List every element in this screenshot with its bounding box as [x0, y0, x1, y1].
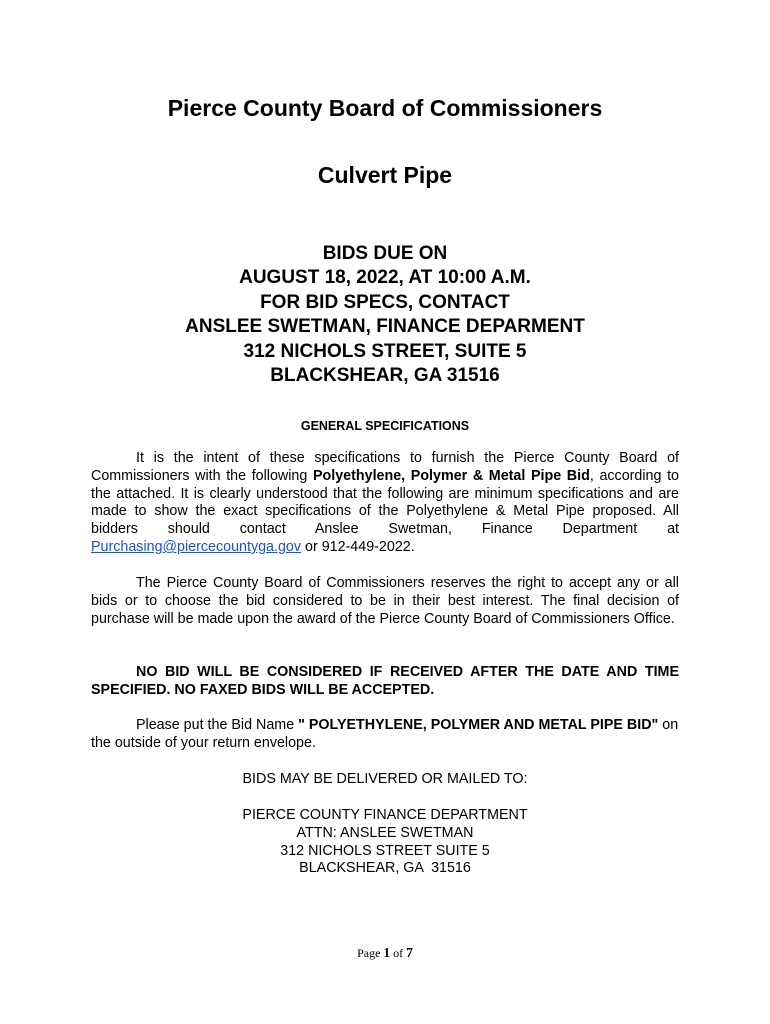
- intent-text-2: , according to the attached. It is clearly understood that the following are minimum specifications and are made to show the exact specifications of the Polyethylene & Metal Pipe proposed. All bidders should contact Anslee Swetman, Finance Department at: [91, 467, 679, 538]
- address-department-line: PIERCE COUNTY FINANCE DEPARTMENT: [242, 807, 528, 823]
- contact-name-line: ANSLEE SWETMAN, FINANCE DEPARMENT: [185, 316, 585, 338]
- mailing-address-block: [0, 807, 770, 878]
- contact-city-line: BLACKSHEAR, GA 31516: [270, 365, 500, 387]
- no-bid-warning-paragraph: [91, 664, 679, 700]
- bid-name-text-1: Please put the Bid Name: [136, 717, 299, 733]
- bids-due-block: [0, 242, 770, 388]
- page-footer: [0, 945, 770, 961]
- general-specifications-heading: GENERAL SPECIFICATIONS: [300, 419, 470, 433]
- intent-paragraph: [91, 450, 679, 557]
- bids-due-line: BIDS DUE ON: [322, 243, 448, 264]
- intent-bid-name: Polyethylene, Polymer & Metal Pipe Bid: [312, 467, 590, 484]
- bid-name-text-2: on the outside of your return envelope.: [91, 717, 679, 751]
- document-subtitle: Culvert Pipe: [317, 162, 453, 188]
- delivery-instruction: BIDS MAY BE DELIVERED OR MAILED TO:: [242, 771, 528, 787]
- of-word: of: [393, 946, 404, 960]
- intent-text-3: or 912-449-2022.: [301, 538, 415, 555]
- address-street-line: 312 NICHOLS STREET SUITE 5: [280, 842, 490, 859]
- bid-name-instruction-paragraph: [91, 717, 679, 753]
- bids-due-date-line: AUGUST 18, 2022, AT 10:00 A.M.: [239, 267, 531, 289]
- bid-specs-contact-line: FOR BID SPECS, CONTACT: [260, 291, 510, 313]
- bid-name-bold: " POLYETHYLENE, POLYMER AND METAL PIPE BID": [298, 717, 659, 733]
- reserves-right-text: The Pierce County Board of Commissioners reserves the right to accept any or all bids or to choose the bid considered to be in their best interest. The final decision of purchase will be made upon the award of the Pierce County Board of Commissioners Office.: [91, 575, 679, 627]
- page-number: 1: [383, 945, 391, 960]
- page-word: Page: [357, 946, 381, 960]
- reserves-right-paragraph: [91, 575, 679, 628]
- contact-street-line: 312 NICHOLS STREET, SUITE 5: [243, 340, 527, 362]
- intent-text-1: It is the intent of these specifications to furnish the Pierce County Board of Commissioners with the following: [91, 450, 679, 484]
- no-bid-warning-text: NO BID WILL BE CONSIDERED IF RECEIVED AFTER THE DATE AND TIME SPECIFIED. NO FAXED BIDS WILL BE ACCEPTED.: [91, 664, 679, 698]
- document-title: Pierce County Board of Commissioners: [167, 95, 603, 121]
- address-attn-line: ATTN: ANSLEE SWETMAN: [296, 824, 474, 841]
- total-pages: 7: [406, 945, 413, 960]
- address-city-line: BLACKSHEAR, GA 31516: [299, 860, 471, 877]
- purchasing-email-link[interactable]: Purchasing@piercecountyga.gov: [91, 538, 302, 555]
